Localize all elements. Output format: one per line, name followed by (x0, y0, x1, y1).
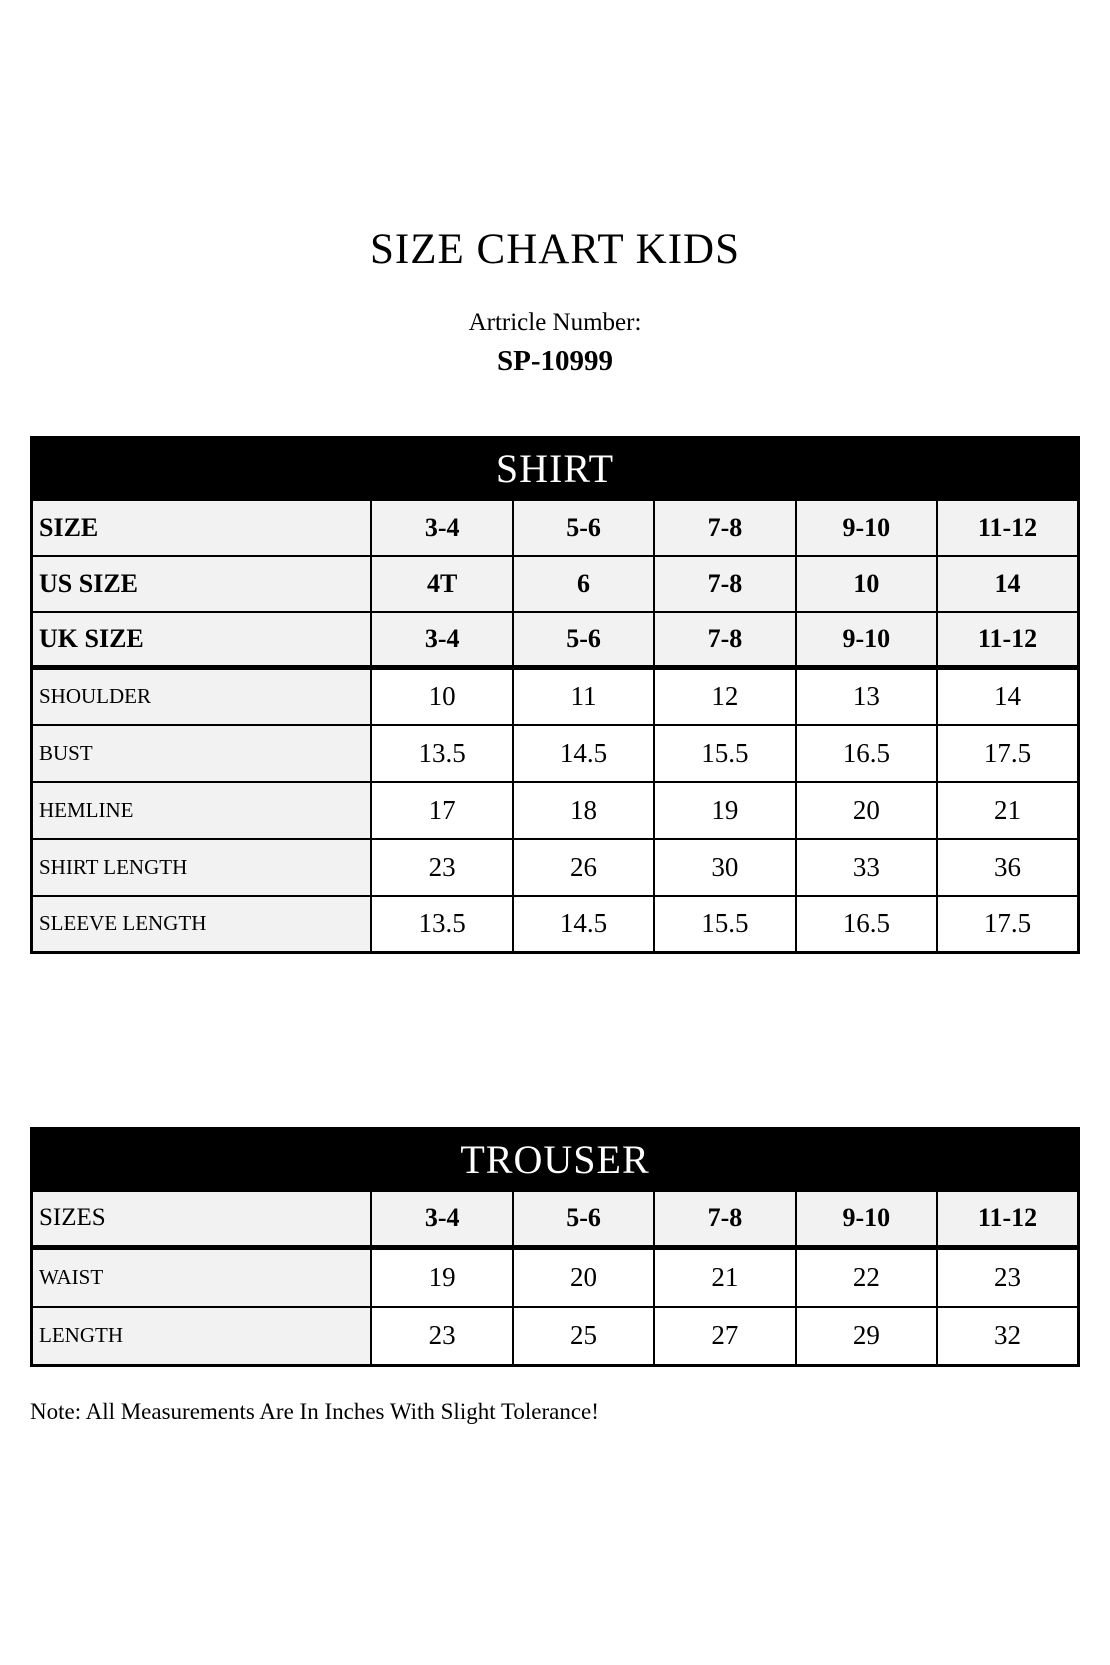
size-value-cell: 20 (796, 782, 937, 839)
size-value-cell: 17 (371, 782, 512, 839)
table-row (32, 668, 1079, 725)
size-value-cell: 3-4 (371, 1191, 512, 1248)
size-value-cell: 9-10 (796, 1191, 937, 1248)
size-value-cell: 16.5 (796, 896, 937, 953)
size-value-cell: 32 (937, 1307, 1078, 1366)
shirt-banner-row (32, 438, 1079, 500)
size-value-cell: 7-8 (654, 556, 795, 612)
shirt-table-body (32, 500, 1079, 953)
row-label-cell: HEMLINE (32, 782, 372, 839)
trouser-size-table (30, 1127, 1080, 1367)
size-value-cell: 5-6 (513, 612, 654, 668)
size-value-cell: 26 (513, 839, 654, 896)
size-value-cell: 19 (371, 1248, 512, 1307)
trouser-table-banner: TROUSER (32, 1129, 1079, 1191)
size-value-cell: 13 (796, 668, 937, 725)
size-value-cell: 10 (371, 668, 512, 725)
size-value-cell: 13.5 (371, 896, 512, 953)
size-value-cell: 21 (654, 1248, 795, 1307)
size-value-cell: 22 (796, 1248, 937, 1307)
row-label-cell: LENGTH (32, 1307, 372, 1366)
size-value-cell: 21 (937, 782, 1078, 839)
size-value-cell: 29 (796, 1307, 937, 1366)
table-row (32, 782, 1079, 839)
size-value-cell: 14.5 (513, 896, 654, 953)
size-value-cell: 19 (654, 782, 795, 839)
size-value-cell: 4T (371, 556, 512, 612)
size-value-cell: 17.5 (937, 725, 1078, 782)
table-row (32, 839, 1079, 896)
size-value-cell: 16.5 (796, 725, 937, 782)
size-value-cell: 10 (796, 556, 937, 612)
size-value-cell: 3-4 (371, 612, 512, 668)
size-value-cell: 33 (796, 839, 937, 896)
size-value-cell: 27 (654, 1307, 795, 1366)
size-value-cell: 23 (937, 1248, 1078, 1307)
row-label-cell: UK SIZE (32, 612, 372, 668)
row-label-cell: SHOULDER (32, 668, 372, 725)
size-value-cell: 15.5 (654, 725, 795, 782)
row-label-cell: SIZES (32, 1191, 372, 1248)
trouser-banner-row (32, 1129, 1079, 1191)
size-value-cell: 5-6 (513, 1191, 654, 1248)
table-row (32, 896, 1079, 953)
size-value-cell: 14 (937, 668, 1078, 725)
row-label-cell: SLEEVE LENGTH (32, 896, 372, 953)
row-label-cell: WAIST (32, 1248, 372, 1307)
size-value-cell: 18 (513, 782, 654, 839)
size-value-cell: 5-6 (513, 500, 654, 556)
shirt-size-table (30, 436, 1080, 954)
size-value-cell: 11-12 (937, 500, 1078, 556)
size-chart-page (0, 226, 1110, 1665)
size-value-cell: 7-8 (654, 500, 795, 556)
size-value-cell: 14 (937, 556, 1078, 612)
size-value-cell: 11-12 (937, 612, 1078, 668)
article-number-label: Artricle Number: (468, 309, 642, 336)
size-value-cell: 25 (513, 1307, 654, 1366)
size-value-cell: 14.5 (513, 725, 654, 782)
size-value-cell: 17.5 (937, 896, 1078, 953)
row-label-cell: SIZE (32, 500, 372, 556)
size-value-cell: 23 (371, 1307, 512, 1366)
size-value-cell: 23 (371, 839, 512, 896)
size-value-cell: 3-4 (371, 500, 512, 556)
page-title: SIZE CHART KIDS (370, 226, 740, 273)
table-row (32, 612, 1079, 668)
size-value-cell: 9-10 (796, 612, 937, 668)
table-row (32, 1248, 1079, 1307)
size-value-cell: 7-8 (654, 1191, 795, 1248)
trouser-table-body (32, 1191, 1079, 1366)
size-value-cell: 15.5 (654, 896, 795, 953)
size-value-cell: 7-8 (654, 612, 795, 668)
row-label-cell: SHIRT LENGTH (32, 839, 372, 896)
size-value-cell: 13.5 (371, 725, 512, 782)
size-value-cell: 9-10 (796, 500, 937, 556)
size-value-cell: 36 (937, 839, 1078, 896)
size-value-cell: 12 (654, 668, 795, 725)
table-row (32, 725, 1079, 782)
size-value-cell: 11-12 (937, 1191, 1078, 1248)
size-value-cell: 20 (513, 1248, 654, 1307)
table-row (32, 500, 1079, 556)
article-number-value: SP-10999 (497, 345, 613, 377)
table-row (32, 556, 1079, 612)
size-value-cell: 11 (513, 668, 654, 725)
table-row (32, 1191, 1079, 1248)
row-label-cell: BUST (32, 725, 372, 782)
size-value-cell: 30 (654, 839, 795, 896)
measurement-note: Note: All Measurements Are In Inches With Slight Tolerance! (30, 1399, 599, 1424)
size-value-cell: 6 (513, 556, 654, 612)
shirt-table-banner: SHIRT (32, 438, 1079, 500)
row-label-cell: US SIZE (32, 556, 372, 612)
table-row (32, 1307, 1079, 1366)
